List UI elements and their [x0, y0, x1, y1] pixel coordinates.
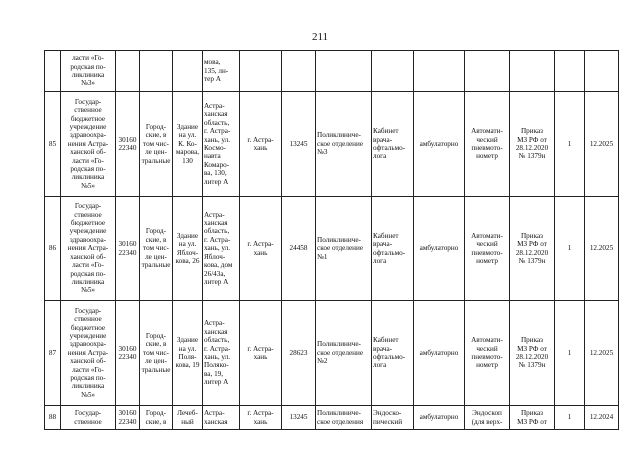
order-cell: Приказ МЗ РФ от 28.12.2020 № 1379н [510, 197, 555, 301]
city-cell: г. Астра- хань [240, 197, 282, 301]
unit-cell: Поликлиниче- ское отделение №1 [316, 197, 372, 301]
code-cell: 30160 22340 [116, 197, 140, 301]
address-cell: Астра- ханская область, г. Астра- хань, ул. Поляко- ва, 19, литер А [203, 301, 240, 406]
building-cell: Здание на ул. Яблоч- кова, 26 [173, 197, 203, 301]
table-row [45, 51, 619, 92]
equipment-cell: Автомати- ческий пневмото- нометр [465, 197, 510, 301]
care-cell: амбулаторно [414, 406, 465, 430]
quantity-cell: 1 [555, 406, 585, 430]
date-cell: 12.2025 [585, 92, 619, 197]
care-cell: амбулаторно [414, 301, 465, 406]
care-cell: амбулаторно [414, 197, 465, 301]
building-cell: Здание на ул. Поля- кова, 19 [173, 301, 203, 406]
quantity-cell [555, 51, 585, 92]
oktmo-cell: 28623 [282, 301, 316, 406]
date-cell: 12.2024 [585, 406, 619, 430]
equipment-cell: Автомати- ческий пневмото- нометр [465, 301, 510, 406]
oktmo-cell: 13245 [282, 92, 316, 197]
room-cell: Кабинет врача- офтальмо- лога [372, 301, 414, 406]
equipment-table [44, 50, 619, 430]
settlement-cell: Город- ские, в том чис- ле цен- тральные [140, 92, 173, 197]
institution-cell: Государ- ственное бюджетное учреждение здравоохра- нения Астра- ханской об- ласти «Го- родская по- ликлиника №5» [61, 197, 116, 301]
care-cell [414, 51, 465, 92]
quantity-cell: 1 [555, 301, 585, 406]
equipment-cell: Эндоскоп (для верх- [465, 406, 510, 430]
settlement-cell [140, 51, 173, 92]
oktmo-cell: 24458 [282, 197, 316, 301]
date-cell [585, 51, 619, 92]
oktmo-cell [282, 51, 316, 92]
city-cell: г. Астра- хань [240, 406, 282, 430]
row-number: 86 [45, 197, 61, 301]
code-cell: 30160 22340 [116, 92, 140, 197]
code-cell: 30160 22340 [116, 301, 140, 406]
institution-cell: Государ- ственное бюджетное учреждение здравоохра- нения Астра- ханской об- ласти «Го- родская по- ликлиника №5» [61, 301, 116, 406]
city-cell: г. Астра- хань [240, 301, 282, 406]
page-number: 211 [311, 31, 329, 43]
building-cell: Здание на ул. К. Ко- марова, 130 [173, 92, 203, 197]
room-cell: Кабинет врача- офтальмо- лога [372, 197, 414, 301]
room-cell: Эндоско- пический [372, 406, 414, 430]
table-row [45, 92, 619, 197]
order-cell: Приказ МЗ РФ от 28.12.2020 № 1379н [510, 92, 555, 197]
room-cell: Кабинет врача- офтальмо- лога [372, 92, 414, 197]
address-cell: мова, 135, лн- тер А [203, 51, 240, 92]
row-number: 87 [45, 301, 61, 406]
unit-cell: Поликлиниче- ское отделение №3 [316, 92, 372, 197]
building-cell: Лечеб- ный [173, 406, 203, 430]
room-cell [372, 51, 414, 92]
table-row [45, 301, 619, 406]
settlement-cell: Город- ские, в том чис- ле цен- тральные [140, 301, 173, 406]
date-cell: 12.2025 [585, 301, 619, 406]
address-cell: Астра- ханская область, г. Астра- хань, ул. Космо- навта Комаро- ва, 130, литер А [203, 92, 240, 197]
unit-cell: Поликлиниче- ское отделения [316, 406, 372, 430]
city-cell [240, 51, 282, 92]
oktmo-cell: 13245 [282, 406, 316, 430]
address-cell: Астра- ханская [203, 406, 240, 430]
table-row [45, 197, 619, 301]
row-number: 85 [45, 92, 61, 197]
unit-cell: Поликлиниче- ское отделение №2 [316, 301, 372, 406]
institution-cell: Государ- ственное [61, 406, 116, 430]
table-row [45, 406, 619, 430]
institution-cell: Государ- ственное бюджетное учреждение здравоохра- нения Астра- ханской об- ласти «Го- родская по- ликлиника №5» [61, 92, 116, 197]
settlement-cell: Город- ские, в том чис- ле цен- тральные [140, 197, 173, 301]
unit-cell [316, 51, 372, 92]
order-cell: Приказ МЗ РФ от 28.12.2020 № 1379н [510, 301, 555, 406]
order-cell: Приказ МЗ РФ от [510, 406, 555, 430]
row-number: 88 [45, 406, 61, 430]
address-cell: Астра- ханская область, г. Астра- хань, ул. Яблоч- кова, дом 26/43а, литер А [203, 197, 240, 301]
order-cell [510, 51, 555, 92]
date-cell: 12.2025 [585, 197, 619, 301]
equipment-cell [465, 51, 510, 92]
city-cell: г. Астра- хань [240, 92, 282, 197]
quantity-cell: 1 [555, 92, 585, 197]
building-cell [173, 51, 203, 92]
code-cell [116, 51, 140, 92]
row-number [45, 51, 61, 92]
code-cell: 30160 22340 [116, 406, 140, 430]
institution-cell: ласти «Го- родская по- ликлиника №3» [61, 51, 116, 92]
equipment-cell: Автомати- ческий пневмото- нометр [465, 92, 510, 197]
settlement-cell: Город- ские, в [140, 406, 173, 430]
quantity-cell: 1 [555, 197, 585, 301]
care-cell: амбулаторно [414, 92, 465, 197]
